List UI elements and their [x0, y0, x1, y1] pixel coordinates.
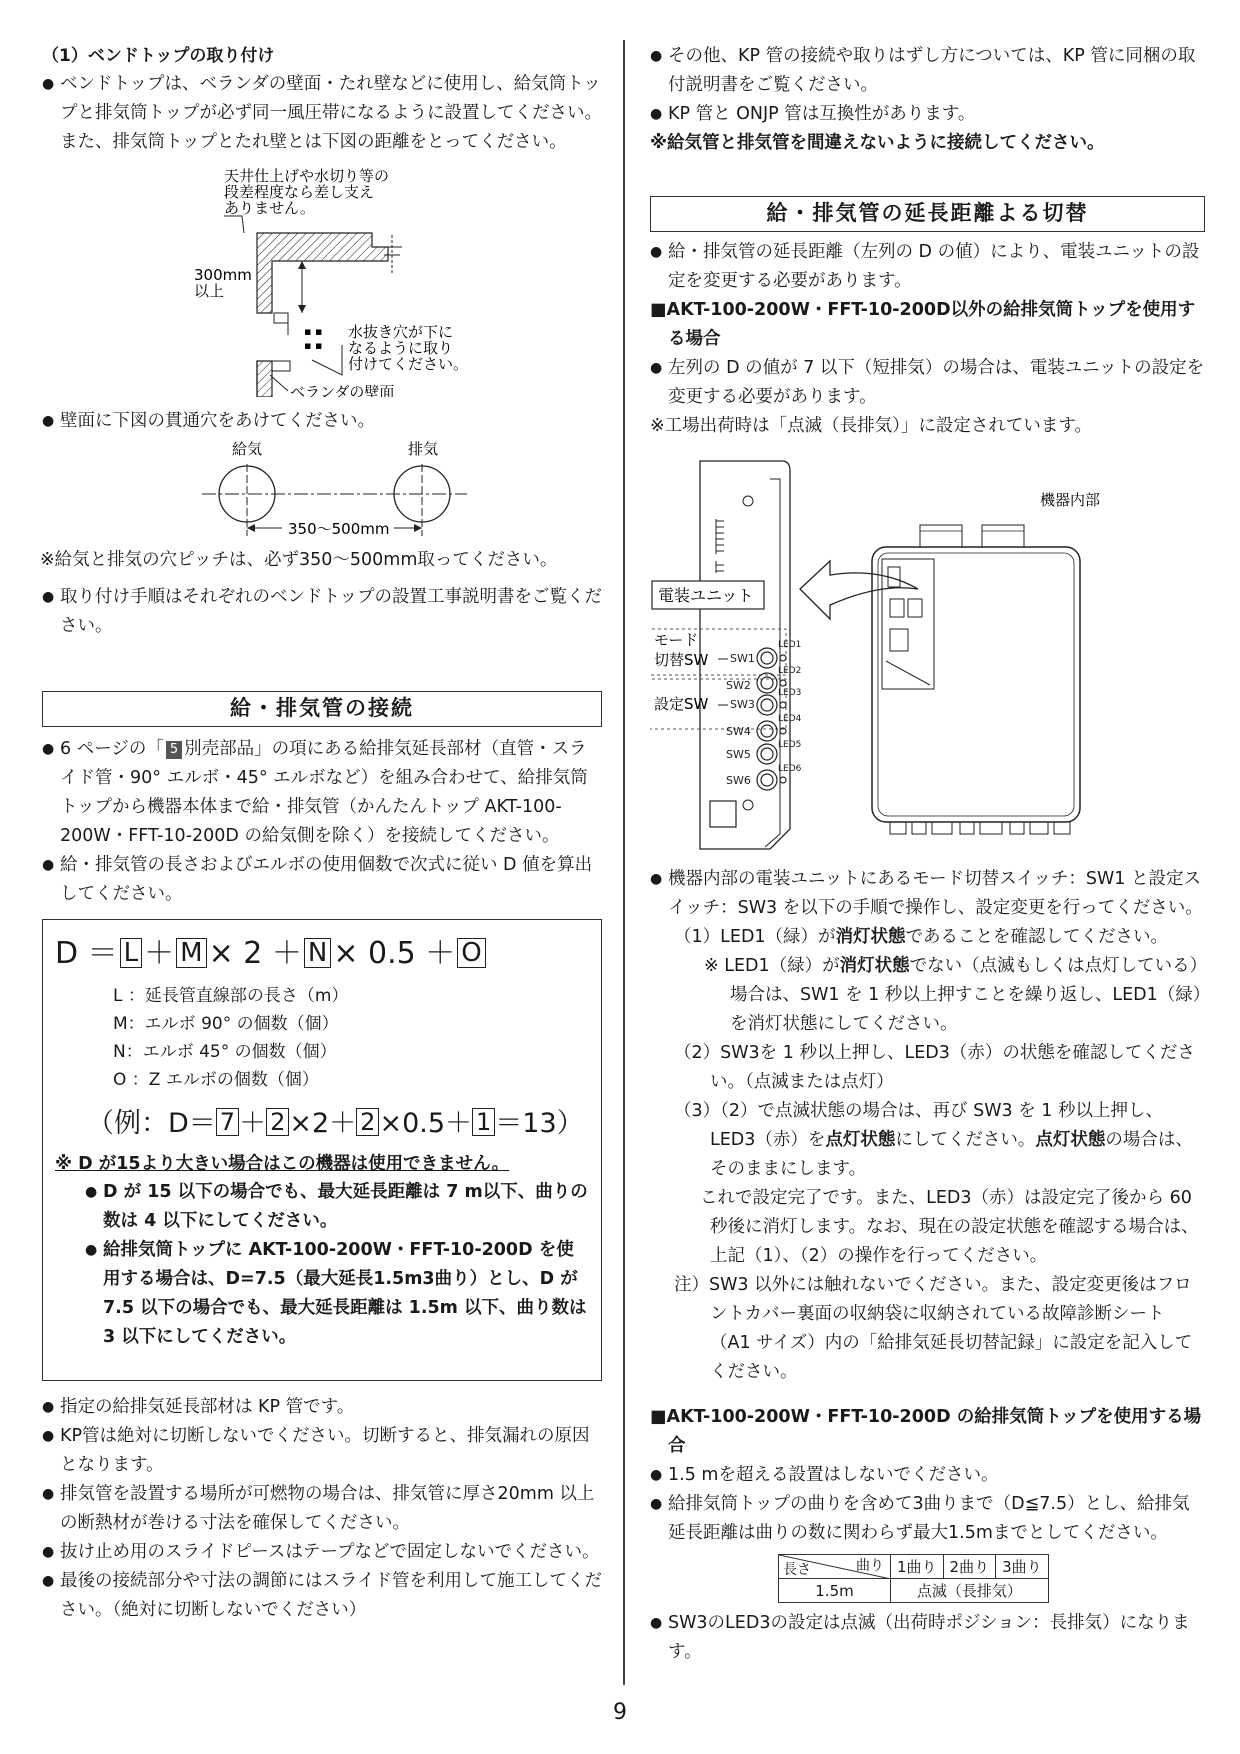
procedure-step-3 — [666, 1097, 1205, 1184]
svg-text:▪ ▪: ▪ ▪ — [304, 325, 323, 338]
example-plus: ＋ — [239, 1108, 267, 1139]
sw4-label: SW4 — [726, 725, 751, 738]
table-col-2: 2曲り — [943, 1555, 996, 1579]
example-l-value: 7 — [216, 1108, 239, 1136]
example-times-2: ×2＋ — [289, 1108, 357, 1139]
vent-top-bullet-1: ● ベンドトップは、ベランダの壁面・たれ壁などに使用し、給気筒トップと排気筒トップが必ず同一風圧帯になるように設置してください。また、排気筒トップとたれ壁とは下図の距離をとってください。 — [42, 70, 602, 157]
step-1-a: （1）LED1（緑）が — [674, 927, 836, 947]
formula-m: M — [176, 938, 206, 968]
procedure-step-1 — [666, 923, 1205, 952]
control-unit-figure — [650, 449, 1205, 859]
led4-label: LED4 — [778, 714, 802, 724]
sw2-label: SW2 — [726, 679, 751, 692]
mode-switch-label-1: モード — [654, 631, 699, 649]
formula-example — [87, 1104, 589, 1144]
akt-limit-note-1: ● 1.5 mを超える設置はしないでください。 — [650, 1461, 1205, 1490]
d-value-limit-warning: ※ D が15より大きい場合はこの機器は使用できません。 — [55, 1154, 510, 1174]
ceiling-note-1: 天井仕上げや水切り等の — [224, 167, 390, 185]
no-cut-note: ● KP管は絶対に切断しないでください。切断すると、排気漏れの原因となります。 — [42, 1422, 602, 1480]
slide-pipe-note: ● 最後の接続部分や寸法の調節にはスライド管を利用して施工してください。（絶対に切断しないでください） — [42, 1567, 602, 1625]
definition-m: M：エルボ 90° の個数（個） — [113, 1014, 339, 1034]
table-col-3: 3曲り — [996, 1555, 1049, 1579]
definition-l: L ：延長管直線部の長さ（m） — [113, 986, 349, 1006]
table-corner-cell — [779, 1555, 891, 1579]
table-corner-top: 曲り — [856, 1558, 884, 1574]
section-5-badge: 5 — [166, 741, 182, 759]
exhaust-label: 排気 — [408, 440, 439, 458]
table-row-value: 点滅（長排気） — [891, 1579, 1049, 1603]
step-3-emphasis-2: 点灯状態 — [1035, 1130, 1106, 1150]
led1-label: LED1 — [778, 640, 802, 650]
d-value-formula-box — [42, 919, 602, 1381]
led3-label: LED3 — [778, 688, 802, 698]
insulation-note: ● 排気管を設置する場所が可燃物の場合は、排気管に厚さ20mm 以上の断熱材が巻ける寸法を確保してください。 — [42, 1480, 602, 1538]
procedure-step-2: （2）SW3を 1 秒以上押し、LED3（赤）の状態を確認してください。（点滅または点灯） — [674, 1043, 1195, 1092]
formula-times-2: × 2 ＋ — [208, 936, 302, 971]
compatibility-note: ● KP 管と ONJP 管は互換性があります。 — [650, 100, 1205, 129]
example-m-value: 2 — [266, 1108, 289, 1136]
definition-o: O ：Z エルボの個数（個） — [113, 1070, 319, 1090]
sw1-label: SW1 — [730, 652, 755, 665]
example-open: （例：D＝ — [87, 1108, 216, 1139]
connection-notes — [42, 1393, 602, 1625]
inner-label: 機器内部 — [1040, 491, 1101, 509]
formula-times-05: × 0.5 ＋ — [333, 936, 456, 971]
drain-note-2: なるように取り — [348, 339, 454, 357]
balcony-wall-label: ベランダの壁面 — [290, 383, 395, 397]
d-value-formula — [55, 934, 589, 974]
led5-label: LED5 — [778, 740, 802, 750]
ceiling-note-2: 段差程度なら差し支え — [224, 183, 375, 201]
vent-top-heading: （1）ベンドトップの取り付け — [42, 46, 275, 66]
table-row-label: 1.5m — [779, 1579, 891, 1603]
limit-item-2: ● 給排気筒トップに AKT-100-200W・FFT-10-200D を使用する場合は、D=7.5（最大延長1.5m3曲り）とし、D が 7.5 以下の場合でも、最大延長距離は 1.5m 以下、曲り数は 3 以下にしてください。 — [85, 1236, 589, 1352]
procedure-intro: ● 機器内部の電装ユニットにあるモード切替スイッチ：SW1 と設定スイッチ：SW3 を以下の手順で操作し、設定変更を行ってください。 — [650, 865, 1205, 923]
limit-item-1: ● D が 15 以下の場合でも、最大延長距離は 7 m以下、曲りの数は 4 以下にしてください。 — [85, 1178, 589, 1236]
sw5-label: SW5 — [726, 748, 751, 761]
example-o-value: 1 — [472, 1108, 495, 1136]
step-1-note-c: でない（点滅もしくは点灯している）場合は、SW1 を 1 秒以上押すことを繰り返し、LED1（緑）を消灯状態にしてください。 — [730, 956, 1202, 1034]
other-top-heading: ■AKT-100-200W・FFT-10-200D以外の給排気筒トップを使用する場合 — [650, 300, 1196, 349]
kp-manual-note: ● その他、KP 管の接続や取りはずし方については、KP 管に同梱の取付説明書をご覧ください。 — [650, 42, 1205, 100]
page-number: 9 — [613, 1700, 627, 1725]
formula-n: N — [304, 938, 331, 968]
left-column — [42, 42, 602, 1625]
switch-bullet-1: ● 給・排気管の延長距離（左列の D の値）により、電装ユニットの設定を変更する必要があります。 — [650, 238, 1205, 296]
factory-setting-note: ※工場出荷時は「点滅（長排気）」に設定されています。 — [650, 416, 1093, 436]
connection-section-title: 給・排気管の接続 — [42, 691, 602, 727]
led6-label: LED6 — [778, 764, 802, 774]
step-1-c: であることを確認してください。 — [905, 927, 1169, 947]
sw3-label: SW3 — [730, 698, 755, 711]
ceiling-note-3: ありません。 — [224, 199, 315, 217]
formula-plus: ＋ — [144, 936, 175, 971]
connection-bullet-1-a: 6 ページの「 — [60, 739, 164, 759]
step-1-note-a: ※ LED1（緑）が — [704, 956, 840, 976]
connection-bullet-1-b: 別売部品」の項にある給排気延長部材（直管・スライド管・90° エルボ・45° エルボなど）を組み合わせて、給排気筒トップから機器本体まで給・排気管（かんたんトップ AKT-100-200W・FFT-10-200D の給気側を除く）を接続してください。 — [60, 739, 588, 846]
column-divider — [623, 40, 625, 1685]
hole-pitch-figure — [172, 436, 602, 546]
mode-switch-label-2: 切替SW — [654, 651, 709, 669]
drain-note-1: 水抜き穴が下に — [348, 323, 454, 341]
table-header-row — [779, 1555, 1049, 1579]
akt-limit-note-2: ● 給排気筒トップの曲りを含めて3曲りまで（D≦7.5）とし、給排気延長距離は曲りの数に関わらず最大1.5mまでとしてください。 — [650, 1490, 1205, 1548]
example-n-value: 2 — [356, 1108, 379, 1136]
caution-note: 注）SW3 以外には触れないでください。また、設定変更後はフロントカバー裏面の収納袋に収納されている故障診断シート（A1 サイズ）内の「給排気延長切替記録」に設定を記入してください。 — [674, 1275, 1193, 1382]
svg-text:▪ ▪: ▪ ▪ — [304, 339, 323, 352]
slide-piece-note: ● 抜け止め用のスライドピースはテープなどで固定しないでください。 — [42, 1538, 602, 1567]
formula-definitions — [113, 982, 589, 1094]
d-value-limit-items — [85, 1178, 589, 1352]
table-row — [779, 1579, 1049, 1603]
intake-label: 給気 — [232, 440, 263, 458]
step-3-emphasis-1: 点灯状態 — [825, 1130, 896, 1150]
pipe-mixup-warning: ※給気管と排気管を間違えないように接続してください。 — [650, 133, 1105, 153]
vent-top-bullet-3: ● 取り付け手順はそれぞれのベンドトップの設置工事説明書をご覧ください。 — [42, 583, 602, 641]
setting-switch-label: 設定SW — [654, 695, 709, 713]
table-col-1: 1曲り — [891, 1555, 944, 1579]
example-times-05: ×0.5＋ — [379, 1108, 473, 1139]
switch-section-title: 給・排気管の延長距離よる切替 — [650, 196, 1205, 232]
connection-bullet-1 — [42, 735, 602, 851]
sw6-label: SW6 — [726, 774, 751, 787]
formula-o: O — [457, 938, 485, 968]
setting-complete-note: これで設定完了です。また、LED3（赤）は設定完了後から 60 秒後に消灯します。なお、現在の設定状態を確認する場合は、上記（1）、（2）の操作を行ってください。 — [700, 1188, 1199, 1266]
right-column — [650, 42, 1205, 1667]
step-1-emphasis: 消灯状態 — [835, 927, 906, 947]
short-exhaust-note: ● 左列の D の値が 7 以下（短排気）の場合は、電装ユニットの設定を変更する必要があります。 — [650, 354, 1205, 412]
step-3-e: の場合は、そのままにします。 — [710, 1130, 1193, 1179]
akt-top-heading: ■AKT-100-200W・FFT-10-200D の給排気筒トップを使用する場合 — [650, 1407, 1202, 1456]
step-3-c: にしてください。 — [895, 1130, 1036, 1150]
connection-bullet-2: ● 給・排気管の長さおよびエルボの使用個数で次式に従い D 値を算出してください。 — [42, 851, 602, 909]
hole-pitch-note: ※給気と排気の穴ピッチは、必ず350～500mm取ってください。 — [40, 550, 558, 570]
clearance-dim-1: 300mm — [194, 266, 252, 284]
formula-l: L — [120, 938, 143, 968]
step-3-a: （3）（2）で点滅状態の場合は、再び SW3 を 1 秒以上押し、LED3（赤）を — [674, 1101, 1163, 1150]
table-corner-bottom: 長さ — [783, 1562, 811, 1578]
extension-table-wrap — [778, 1554, 1205, 1603]
led3-default-note: ● SW3のLED3の設定は点滅（出荷時ポジション：長排気）になります。 — [650, 1609, 1205, 1667]
drain-note-3: 付けてください。 — [348, 355, 469, 373]
clearance-dim-2: 以上 — [194, 282, 225, 300]
definition-n: N：エルボ 45° の個数（個） — [113, 1042, 337, 1062]
vent-top-bullet-2: ● 壁面に下図の貫通穴をあけてください。 — [42, 407, 602, 436]
kp-pipe-note: ● 指定の給排気延長部材は KP 管です。 — [42, 1393, 602, 1422]
led2-label: LED2 — [778, 666, 802, 676]
step-1-note-emphasis: 消灯状態 — [839, 956, 910, 976]
extension-setting-table — [778, 1554, 1049, 1603]
vent-top-clearance-figure — [162, 165, 602, 397]
example-close: ＝13） — [495, 1108, 584, 1139]
hole-pitch-dim: 350～500mm — [288, 520, 390, 538]
formula-d: D ＝ — [55, 936, 118, 971]
procedure-step-1-note — [650, 952, 1205, 1039]
unit-label: 電装ユニット — [658, 586, 754, 605]
